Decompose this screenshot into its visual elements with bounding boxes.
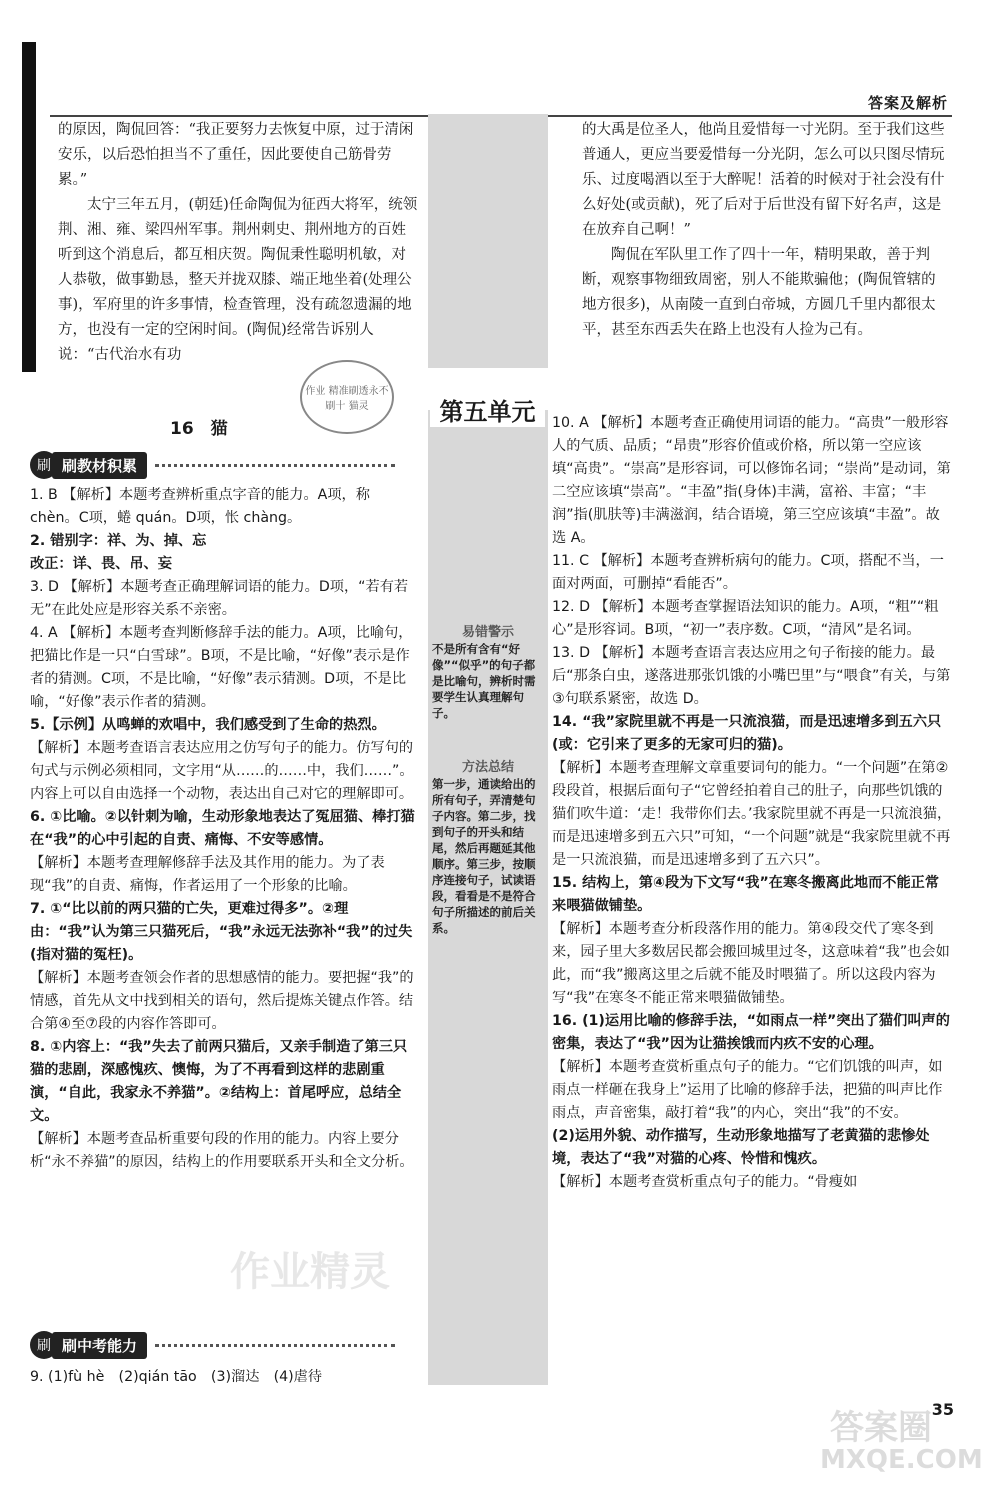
answer-item: 3. D 【解析】本题考查正确理解词语的能力。D项，“若有若无”在此处应是形容关系不亲密。 [30,579,409,618]
answer-item: 5.【示例】从鸣蝉的欢唱中，我们感受到了生命的热烈。 [30,717,386,733]
answer-item: 【解析】本题考查品析重要句段的作用的能力。内容上要分析“永不养猫”的原因，结构上的作用要联系开头和全文分析。 [30,1131,414,1170]
stamp-logo [300,360,394,434]
answer-item: 改正：详、畏、吊、妄 [30,556,172,572]
section-header-exam [30,1330,395,1360]
binding-spine [22,42,36,372]
answer-item: 【解析】本题考查语言表达应用之仿写句子的能力。仿写句的句式与示例必须相同，文字用“从……的……中，我们……”。内容上可以自由选择一个动物，表达出自己对它的理解即可。 [30,740,414,802]
section-badge-icon: 刷 [30,1331,58,1359]
answer-item-9: 9. (1)fù hè (2)qián tāo (3)溜达 (4)虐待 [30,1369,323,1385]
answer-item: (2)运用外貌、动作描写，生动形象地描写了老黄猫的悲惨处境，表达了“我”对猫的心疼、怜惜和愧疚。 [552,1128,930,1167]
answer-item: 12. D 【解析】本题考查掌握语法知识的能力。A项，“粗”“粗心”是形容词。B项，“初一”表序数。C项，“清风”是名词。 [552,599,939,638]
watermark: 答案圈 [830,1408,932,1448]
header-label: 答案及解析 [867,94,948,112]
dotted-divider [155,464,395,467]
answer-item: 4. A 【解析】本题考查判断修辞手法的能力。A项，比喻句，把猫比作是一只“白雪球”。B项，不是比喻，“好像”表示是作者的猜测。C项，不是比喻，“好像”表示猜测。D项，不是比喻，“好像”表示作者的猜测。 [30,625,413,710]
answer-item: 【解析】本题考查赏析重点句子的能力。“它们饥饿的叫声，如雨点一样砸在我身上”运用了比喻的修辞手法，把猫的叫声比作雨点，声音密集，敲打着“我”的内心，突出“我”的不安。 [552,1059,943,1121]
answer-item: 8. ①内容上：“我”失去了前两只猫后，又亲手制造了第三只猫的悲剧，深感愧疚、懊悔，为了不再看到这样的悲剧重演，“自此，我家永不养猫”。②结构上：首尾呼应，总结全文。 [30,1039,408,1124]
tip-title: 方法总结 [461,760,514,775]
answer-item: 16. (1)运用比喻的修辞手法，“如雨点一样”突出了猫们叫声的密集，表达了“我”因为让猫挨饿而内疚不安的心理。 [552,1013,950,1052]
answer-item: 11. C 【解析】本题考查辨析病句的能力。C项，搭配不当，一面对两面，可删掉“看能否”。 [552,553,944,592]
answer-item: 【解析】本题考查分析段落作用的能力。第④段交代了寒冬到来，园子里大多数居民都会搬回城里过冬，这意味着“我”也会如此，而“我”搬离这里之后就不能及时喂猫了。所以这段内容为写“我”在寒冬不能正常来喂猫做铺垫。 [552,921,950,1006]
right-answers [552,412,952,1194]
tip-text: 第一步，通读给出的所有句子，弄清楚句子内容。第二步，找到句子的开头和结尾，然后再题延其他顺序。第三步，按顺序连接句子，试读语段，看看是不是符合句子所描述的前后关系。 [432,777,536,935]
page-number: 35 [931,1400,954,1419]
answer-item: 2. 错别字：祥、为、掉、忘 [30,533,207,549]
stamp-text: 作业 精准刷透永不刷十 猫灵 [305,386,389,412]
top-right-column [582,118,950,343]
answer-item: 【解析】本题考查领会作者的思想感情的能力。要把握“我”的情感，首先从文中找到相关的语句，然后提炼关键点作答。结合第④至⑦段的内容作答即可。 [30,970,414,1032]
tip-method-summary [432,760,544,936]
answer-item: 15. 结构上，第④段为下文写“我”在寒冬搬离此地而不能正常来喂猫做铺垫。 [552,875,940,914]
section-header-textbook [30,450,395,480]
paragraph: 太宁三年五月，(朝廷)任命陶侃为征西大将军，统领荆、湘、雍、梁四州军事。荆州刺史、荆州地方的百姓听到这个消息后，都互相庆贺。陶侃秉性聪明机敏，对人恭敬，做事勤恳，整天并拢双膝、端正地坐着(处理公事)，军府里的许多事情，检查管理，没有疏忽遗漏的地方，也没有一定的空闲时间。(陶侃)经常告诉别人说：“古代治水有功 [58,197,418,363]
dotted-divider [155,1344,395,1347]
left-answers [30,484,416,1174]
paragraph: 的原因，陶侃回答：“我正要努力去恢复中原，过于清闲安乐，以后恐怕担当不了重任，因此要使自己筋骨劳累。” [58,122,414,188]
answer-item: 【解析】本题考查赏析重点句子的能力。“骨瘦如 [552,1174,858,1190]
unit-title: 第五单元 [430,392,545,427]
paragraph: 的大禹是位圣人，他尚且爱惜每一寸光阴。至于我们这些普通人，更应当要爱惜每一分光阴，怎么可以只图尽情玩乐、过度喝酒以至于大醉呢！活着的时候对于社会没有什么好处(或贡献)，死了后对于后世没有留下好名声，这是在放弃自己啊！” [582,122,945,238]
tip-text: 不是所有含有“好像”“似乎”的句子都是比喻句，辨析时需要学生认真理解句子。 [432,642,536,720]
tip-title: 易错警示 [461,625,514,640]
watermark: 作业精灵 [230,1249,390,1295]
answer-item: 【解析】本题考查理解修辞手法及其作用的能力。为了表现“我”的自责、痛悔，作者运用了一个形象的比喻。 [30,855,385,894]
answer-item: 14. “我”家院里就不再是一只流浪猫，而是迅速增多到五六只(或：它引来了更多的无家可归的猫)。 [552,714,942,753]
center-shade-top [428,114,548,368]
section-title: 刷教材积累 [52,452,147,479]
paragraph: 陶侃在军队里工作了四十一年，精明果敢，善于判断，观察事物细致周密，别人不能欺骗他；(陶侃管辖的地方很多)，从南陵一直到白帝城，方圆几千里内都很太平，甚至东西丢失在路上也没有人捡为己有。 [582,247,936,338]
answer-item: 13. D 【解析】本题考查语言表达应用之句子衔接的能力。最后“那条白虫，遂落进那张饥饿的小嘴巴里”与“喂食”有关，与第③句联系紧密，故选 D。 [552,645,951,707]
answer-item: 【解析】本题考查理解文章重要词句的能力。“一个问题”在第②段段首，根据后面句子“它曾经拍着自己的肚子，向那些饥饿的猫们吹牛道：‘走！我带你们去。’我家院里就不再是一只流浪猫，而是迅速增多到五六只”可知，“一个问题”就是“我家院里就不再是一只流浪猫，而是迅速增多到了五六只”。 [552,760,952,868]
top-left-column [58,118,420,368]
tip-common-errors [432,625,544,721]
watermark: MXQE.COM [820,1445,983,1475]
answer-item: 10. A 【解析】本题考查正确使用词语的能力。“高贵”一般形容人的气质、品质；“昂贵”形容价值或价格，所以第一空应该填“高贵”。“崇高”是形容词，可以修饰名词；“崇尚”是动词，第二空应该填“崇高”。“丰盈”指(身体)丰满，富裕、丰富；“丰润”指(肌肤等)丰满滋润，结合语境，第三空应该填“丰盈”。故选 A。 [552,415,951,546]
answer-item: 7. ①“比以前的两只猫的亡失，更难过得多”。②理由：“我”认为第三只猫死后，“我”永远无法弥补“我”的过失(指对猫的冤枉)。 [30,901,413,963]
answer-item: 6. ①比喻。②以针刺为喻，生动形象地表达了冤屈猫、棒打猫在“我”的心中引起的自责、痛悔、不安等感情。 [30,809,415,848]
answer-item: 1. B 【解析】本题考查辨析重点字音的能力。A项，称 chèn。C项，蜷 quán。D项，怅 chàng。 [30,487,370,526]
section-badge-icon: 刷 [30,451,58,479]
section-title: 刷中考能力 [52,1332,147,1359]
lesson-title: 16 猫 [170,419,228,439]
